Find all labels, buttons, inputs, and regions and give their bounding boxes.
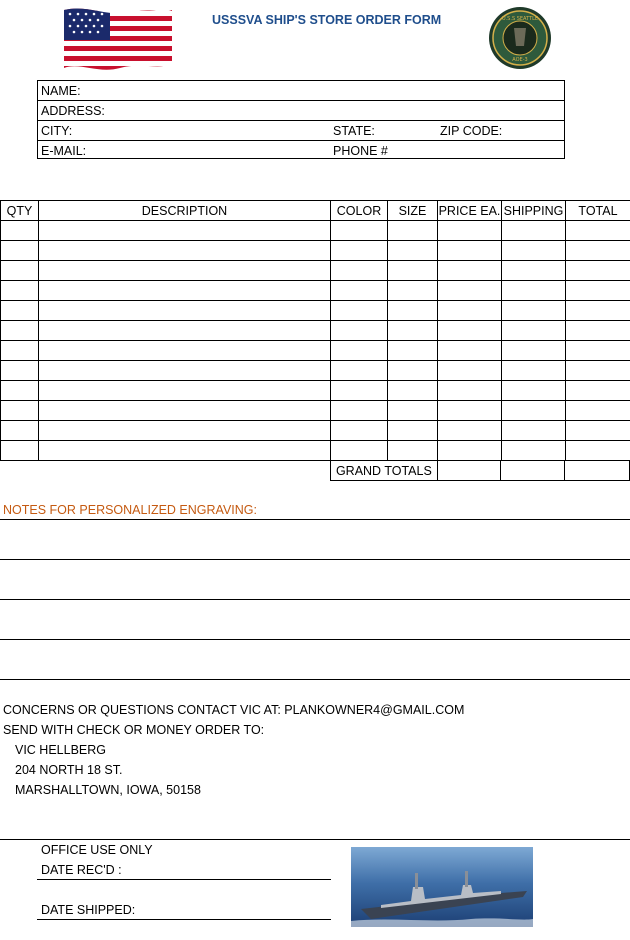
color-cell[interactable] [331, 401, 388, 421]
shipping-cell[interactable] [502, 281, 566, 301]
qty-cell[interactable] [1, 441, 39, 461]
price-cell[interactable] [438, 381, 502, 401]
size-cell[interactable] [388, 401, 438, 421]
shipping-cell[interactable] [502, 221, 566, 241]
table-row [1, 221, 630, 241]
grand-total-price-cell[interactable] [437, 461, 501, 481]
price-cell[interactable] [438, 341, 502, 361]
total-cell[interactable] [566, 441, 630, 461]
table-row [1, 361, 630, 381]
zip-label: ZIP CODE: [440, 124, 503, 138]
size-cell[interactable] [388, 261, 438, 281]
col-description-header: DESCRIPTION [39, 201, 331, 221]
col-color-header: COLOR [331, 201, 388, 221]
price-cell[interactable] [438, 301, 502, 321]
table-row [1, 281, 630, 301]
description-cell[interactable] [39, 221, 331, 241]
table-row [1, 401, 630, 421]
grand-totals-label: GRAND TOTALS [331, 461, 438, 481]
color-cell[interactable] [331, 241, 388, 261]
description-cell[interactable] [39, 301, 331, 321]
state-label: STATE: [333, 124, 375, 138]
price-cell[interactable] [438, 421, 502, 441]
total-cell[interactable] [566, 381, 630, 401]
shipping-cell[interactable] [502, 261, 566, 281]
shipping-cell[interactable] [502, 301, 566, 321]
price-cell[interactable] [438, 261, 502, 281]
description-cell[interactable] [39, 321, 331, 341]
mail-to-city: MARSHALLTOWN, IOWA, 50158 [15, 783, 201, 797]
description-cell[interactable] [39, 421, 331, 441]
customer-info-box [37, 80, 565, 159]
total-cell[interactable] [566, 401, 630, 421]
total-cell[interactable] [566, 301, 630, 321]
description-cell[interactable] [39, 261, 331, 281]
size-cell[interactable] [388, 241, 438, 261]
name-row[interactable] [38, 81, 564, 101]
color-cell[interactable] [331, 421, 388, 441]
table-row [1, 381, 630, 401]
price-cell[interactable] [438, 221, 502, 241]
date-shipped-line[interactable] [37, 919, 331, 920]
seal-sub-text: AOE-3 [512, 57, 528, 63]
description-cell[interactable] [39, 241, 331, 261]
table-row [1, 261, 630, 281]
qty-cell[interactable] [1, 321, 39, 341]
qty-cell[interactable] [1, 381, 39, 401]
table-row [1, 301, 630, 321]
color-cell[interactable] [331, 281, 388, 301]
notes-line[interactable] [0, 679, 630, 680]
email-label: E-MAIL: [41, 144, 87, 158]
qty-cell[interactable] [1, 341, 39, 361]
total-cell[interactable] [566, 241, 630, 261]
qty-cell[interactable] [1, 301, 39, 321]
color-cell[interactable] [331, 261, 388, 281]
email-row[interactable] [38, 141, 564, 161]
city-row[interactable] [38, 121, 564, 141]
notes-line[interactable] [0, 639, 630, 640]
size-cell[interactable] [388, 321, 438, 341]
mail-to-name: VIC HELLBERG [15, 743, 107, 757]
contact-line: CONCERNS OR QUESTIONS CONTACT VIC AT: PLANKOWNER4@GMAIL.COM [3, 703, 465, 717]
table-header-row [1, 201, 630, 221]
date-shipped-label: DATE SHIPPED: [41, 903, 136, 917]
items-table [0, 200, 630, 461]
table-row [1, 421, 630, 441]
size-cell[interactable] [388, 421, 438, 441]
color-cell[interactable] [331, 321, 388, 341]
qty-cell[interactable] [1, 261, 39, 281]
total-cell[interactable] [566, 281, 630, 301]
table-row [1, 441, 630, 461]
size-cell[interactable] [388, 441, 438, 461]
shipping-cell[interactable] [502, 341, 566, 361]
shipping-cell[interactable] [502, 441, 566, 461]
shipping-cell[interactable] [502, 381, 566, 401]
price-cell[interactable] [438, 321, 502, 341]
grand-totals-row [330, 460, 630, 481]
total-cell[interactable] [566, 421, 630, 441]
color-cell[interactable] [331, 221, 388, 241]
address-row[interactable] [38, 101, 564, 121]
qty-cell[interactable] [1, 421, 39, 441]
uss-seattle-seal [486, 6, 554, 70]
office-use-heading: OFFICE USE ONLY [41, 843, 153, 857]
name-label: NAME: [41, 84, 81, 98]
shipping-cell[interactable] [502, 361, 566, 381]
qty-cell[interactable] [1, 221, 39, 241]
total-cell[interactable] [566, 321, 630, 341]
size-cell[interactable] [388, 301, 438, 321]
price-cell[interactable] [438, 361, 502, 381]
table-row [1, 321, 630, 341]
mail-to-street: 204 NORTH 18 ST. [15, 763, 123, 777]
phone-label: PHONE # [333, 144, 388, 158]
section-divider [0, 839, 630, 840]
qty-cell[interactable] [1, 281, 39, 301]
notes-line[interactable] [0, 599, 630, 600]
date-received-label: DATE REC'D : [41, 863, 122, 877]
notes-line[interactable] [0, 559, 630, 560]
qty-cell[interactable] [1, 241, 39, 261]
col-qty-header: QTY [1, 201, 39, 221]
table-row [1, 241, 630, 261]
qty-cell[interactable] [1, 361, 39, 381]
grand-total-shipping-cell[interactable] [501, 461, 565, 481]
price-cell[interactable] [438, 401, 502, 421]
description-cell[interactable] [39, 381, 331, 401]
description-cell[interactable] [39, 441, 331, 461]
city-label: CITY: [41, 124, 73, 138]
size-cell[interactable] [388, 281, 438, 301]
col-shipping-header: SHIPPING [502, 201, 566, 221]
total-cell[interactable] [566, 341, 630, 361]
description-cell[interactable] [39, 281, 331, 301]
shipping-cell[interactable] [502, 401, 566, 421]
total-cell[interactable] [566, 221, 630, 241]
shipping-cell[interactable] [502, 421, 566, 441]
size-cell[interactable] [388, 341, 438, 361]
notes-line[interactable] [0, 519, 630, 520]
ship-photo [351, 847, 533, 927]
seal-text: U.S.S SEATTLE [501, 16, 539, 22]
form-title: USSSVA SHIP'S STORE ORDER FORM [212, 13, 442, 27]
size-cell[interactable] [388, 381, 438, 401]
price-cell[interactable] [438, 281, 502, 301]
send-instructions: SEND WITH CHECK OR MONEY ORDER TO: [3, 723, 265, 737]
shipping-cell[interactable] [502, 321, 566, 341]
date-received-line[interactable] [37, 879, 331, 880]
price-cell[interactable] [438, 241, 502, 261]
size-cell[interactable] [388, 361, 438, 381]
total-cell[interactable] [566, 261, 630, 281]
table-row [1, 341, 630, 361]
address-label: ADDRESS: [41, 104, 105, 118]
color-cell[interactable] [331, 361, 388, 381]
american-flag-image [58, 4, 174, 72]
shipping-cell[interactable] [502, 241, 566, 261]
notes-label: NOTES FOR PERSONALIZED ENGRAVING: [3, 503, 257, 517]
col-total-header: TOTAL [566, 201, 630, 221]
description-cell[interactable] [39, 341, 331, 361]
qty-cell[interactable] [1, 401, 39, 421]
color-cell[interactable] [331, 381, 388, 401]
total-cell[interactable] [566, 361, 630, 381]
color-cell[interactable] [331, 441, 388, 461]
description-cell[interactable] [39, 361, 331, 381]
description-cell[interactable] [39, 401, 331, 421]
col-price-header: PRICE EA. [438, 201, 502, 221]
color-cell[interactable] [331, 301, 388, 321]
color-cell[interactable] [331, 341, 388, 361]
col-size-header: SIZE [388, 201, 438, 221]
grand-total-total-cell[interactable] [565, 461, 630, 481]
size-cell[interactable] [388, 221, 438, 241]
price-cell[interactable] [438, 441, 502, 461]
